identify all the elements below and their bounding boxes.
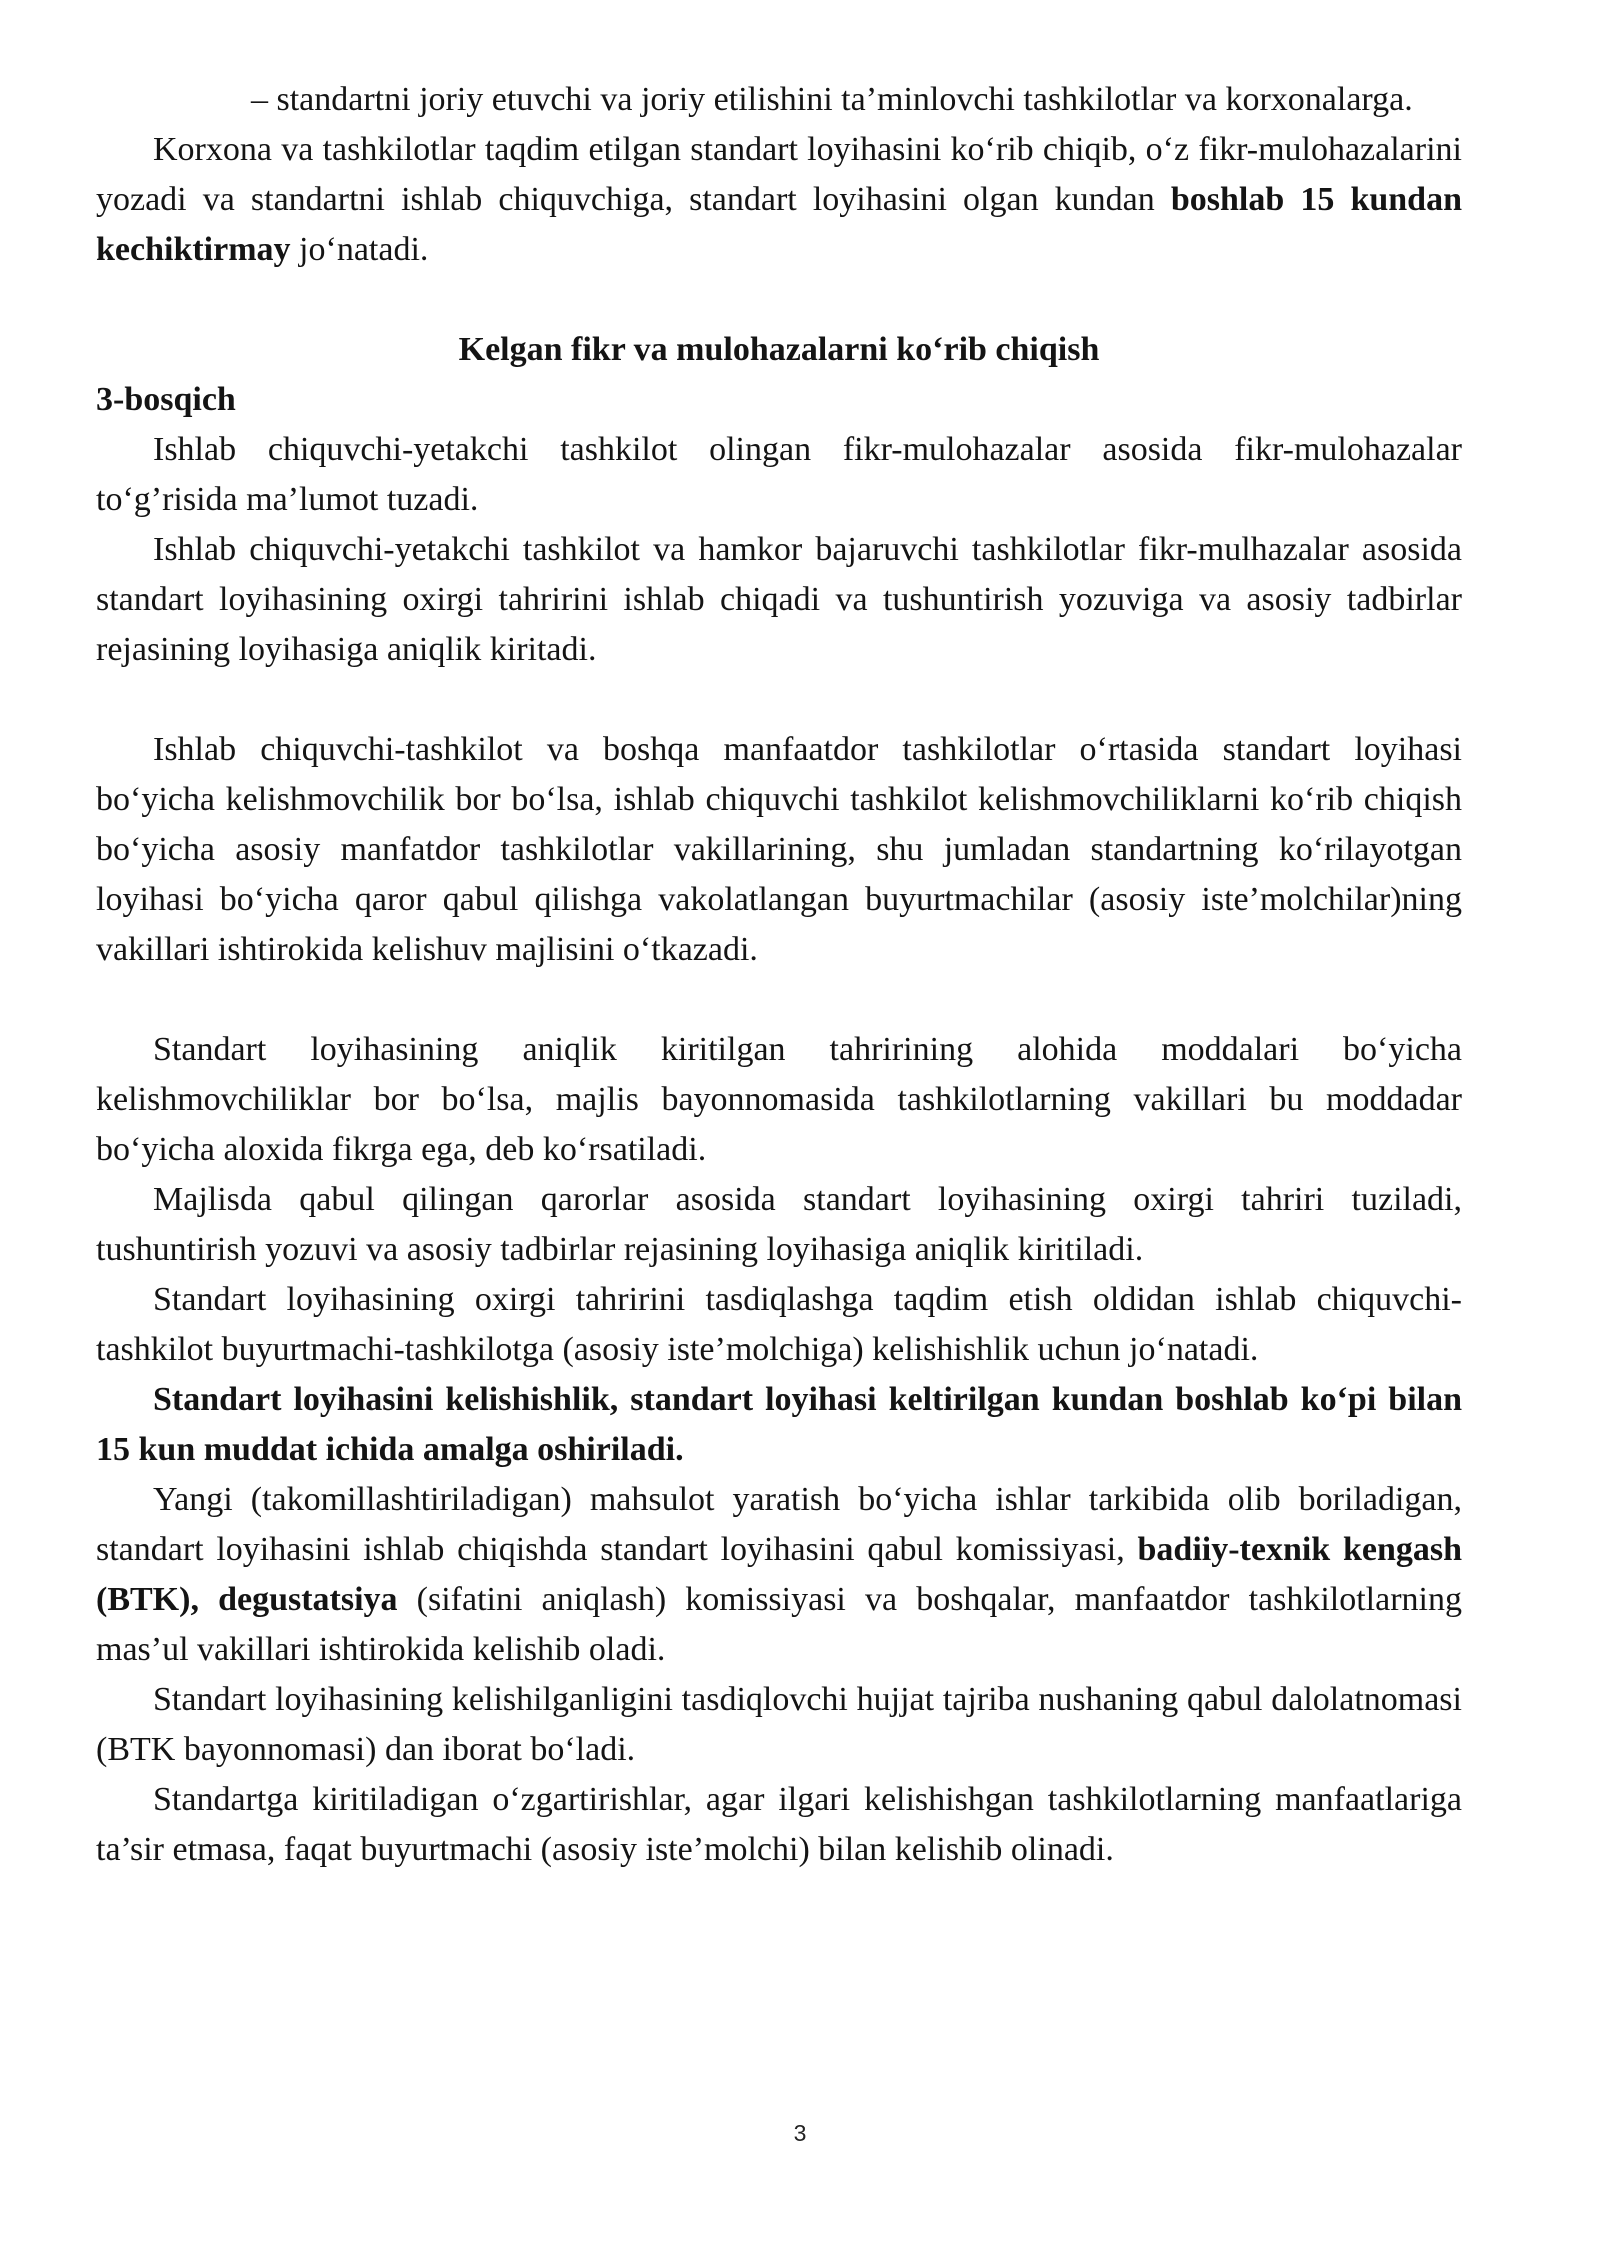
page-number: 3 xyxy=(793,2120,807,2146)
paragraph-new-product xyxy=(96,1475,1462,1675)
paragraph-info: Ishlab chiquvchi-yetakchi tashkilot olingan fikr-mulohazalar asosida fikr-mulohazalar to‘g’risida ma’lumot tuzadi. xyxy=(96,431,1462,518)
paragraph-disagreement: Ishlab chiquvchi-tashkilot va boshqa manfaatdor tashkilotlar o‘rtasida standart loyihasi bo‘yicha kelishmovchilik bor bo‘lsa, ishlab chiquvchi tashkilot kelishmovchiliklarni ko‘rib chiqish bo‘yicha asosiy manfatdor tashkilotlar vakillarining, shu jumladan standartning ko‘rilayotgan loyihasi bo‘yicha qaror qabul qilishga vakolatlangan buyurtmachilar (asosiy iste’molchilar)ning vakillari ishtirokida kelishuv majlisini o‘tkazadi. xyxy=(96,731,1462,968)
paragraph-final-edition: Ishlab chiquvchi-yetakchi tashkilot va hamkor bajaruvchi tashkilotlar fikr-mulhazalar asosida standart loyihasining oxirgi tahririni ishlab chiqadi va tushuntirish yozuviga va asosiy tadbirlar rejasining loyihasiga aniqlik kiritadi. xyxy=(96,531,1462,668)
paragraph-minutes: Standart loyihasining aniqlik kiritilgan tahririning alohida moddalari bo‘yicha kelishmovchiliklar bor bo‘lsa, majlis bayonnomasida tashkilotlarning vakillari bu moddadar bo‘yicha aloxida fikrga ega, deb ko‘rsatiladi. xyxy=(96,1031,1462,1168)
paragraph-text: (sifatini aniqlash) komissiyasi va boshqalar, manfaatdor tashkilotlarning mas’ul vakillari ishtirokida kelishib oladi. xyxy=(96,1581,1462,1668)
bold-deadline-text: boshlab 15 kundan kechiktirmay xyxy=(96,181,1462,268)
paragraph-text: Yangi (takomillashtiriladigan) mahsulot yaratish bo‘yicha ishlar tarkibida olib boriladigan, standart loyihasini ishlab chiqishda standart loyihasini qabul komissiyasi, xyxy=(96,1481,1462,1568)
paragraph-confirmation: Standart loyihasining kelishilganligini tasdiqlovchi hujjat tajriba nushaning qabul dalolatnomasi (BTK bayonnomasi) dan iborat bo‘ladi. xyxy=(96,1681,1462,1768)
document-page xyxy=(96,75,1462,1875)
paragraph-text: jo‘natadi. xyxy=(290,231,429,268)
step-label: 3-bosqich xyxy=(96,381,236,418)
paragraph-enterprises-review xyxy=(96,125,1462,275)
section-heading: Kelgan fikr va mulohazalarni ko‘rib chiqish xyxy=(458,331,1100,368)
list-item-dash: – standartni joriy etuvchi va joriy etilishini ta’minlovchi tashkilotlar va korxonalarga. xyxy=(251,81,1413,118)
paragraph-decisions: Majlisda qabul qilingan qarorlar asosida standart loyihasining oxirgi tahriri tuziladi, tushuntirish yozuvi va asosiy tadbirlar rejasining loyihasiga aniqlik kiritiladi. xyxy=(96,1181,1462,1268)
paragraph-amendments: Standartga kiritiladigan o‘zgartirishlar, agar ilgari kelishishgan tashkilotlarning manfaatlariga ta’sir etmasa, faqat buyurtmachi (asosiy iste’molchi) bilan kelishib olinadi. xyxy=(96,1781,1462,1868)
paragraph-submission: Standart loyihasining oxirgi tahririni tasdiqlashga taqdim etish oldidan ishlab chiquvchi-tashkilot buyurtmachi-tashkilotga (asosiy iste’molchiga) kelishishlik uchun jo‘natadi. xyxy=(96,1281,1462,1368)
bold-commission-text: badiiy-texnik kengash (BTK), degustatsiya xyxy=(96,1531,1462,1618)
paragraph-text: Korxona va tashkilotlar taqdim etilgan standart loyihasini ko‘rib chiqib, o‘z fikr-mulohazalarini yozadi va standartni ishlab chiquvchiga, standart loyihasini olgan kundan xyxy=(96,131,1462,218)
paragraph-deadline-bold: Standart loyihasini kelishishlik, standart loyihasi keltirilgan kundan boshlab ko‘pi bilan 15 kun muddat ichida amalga oshiriladi. xyxy=(96,1381,1462,1468)
